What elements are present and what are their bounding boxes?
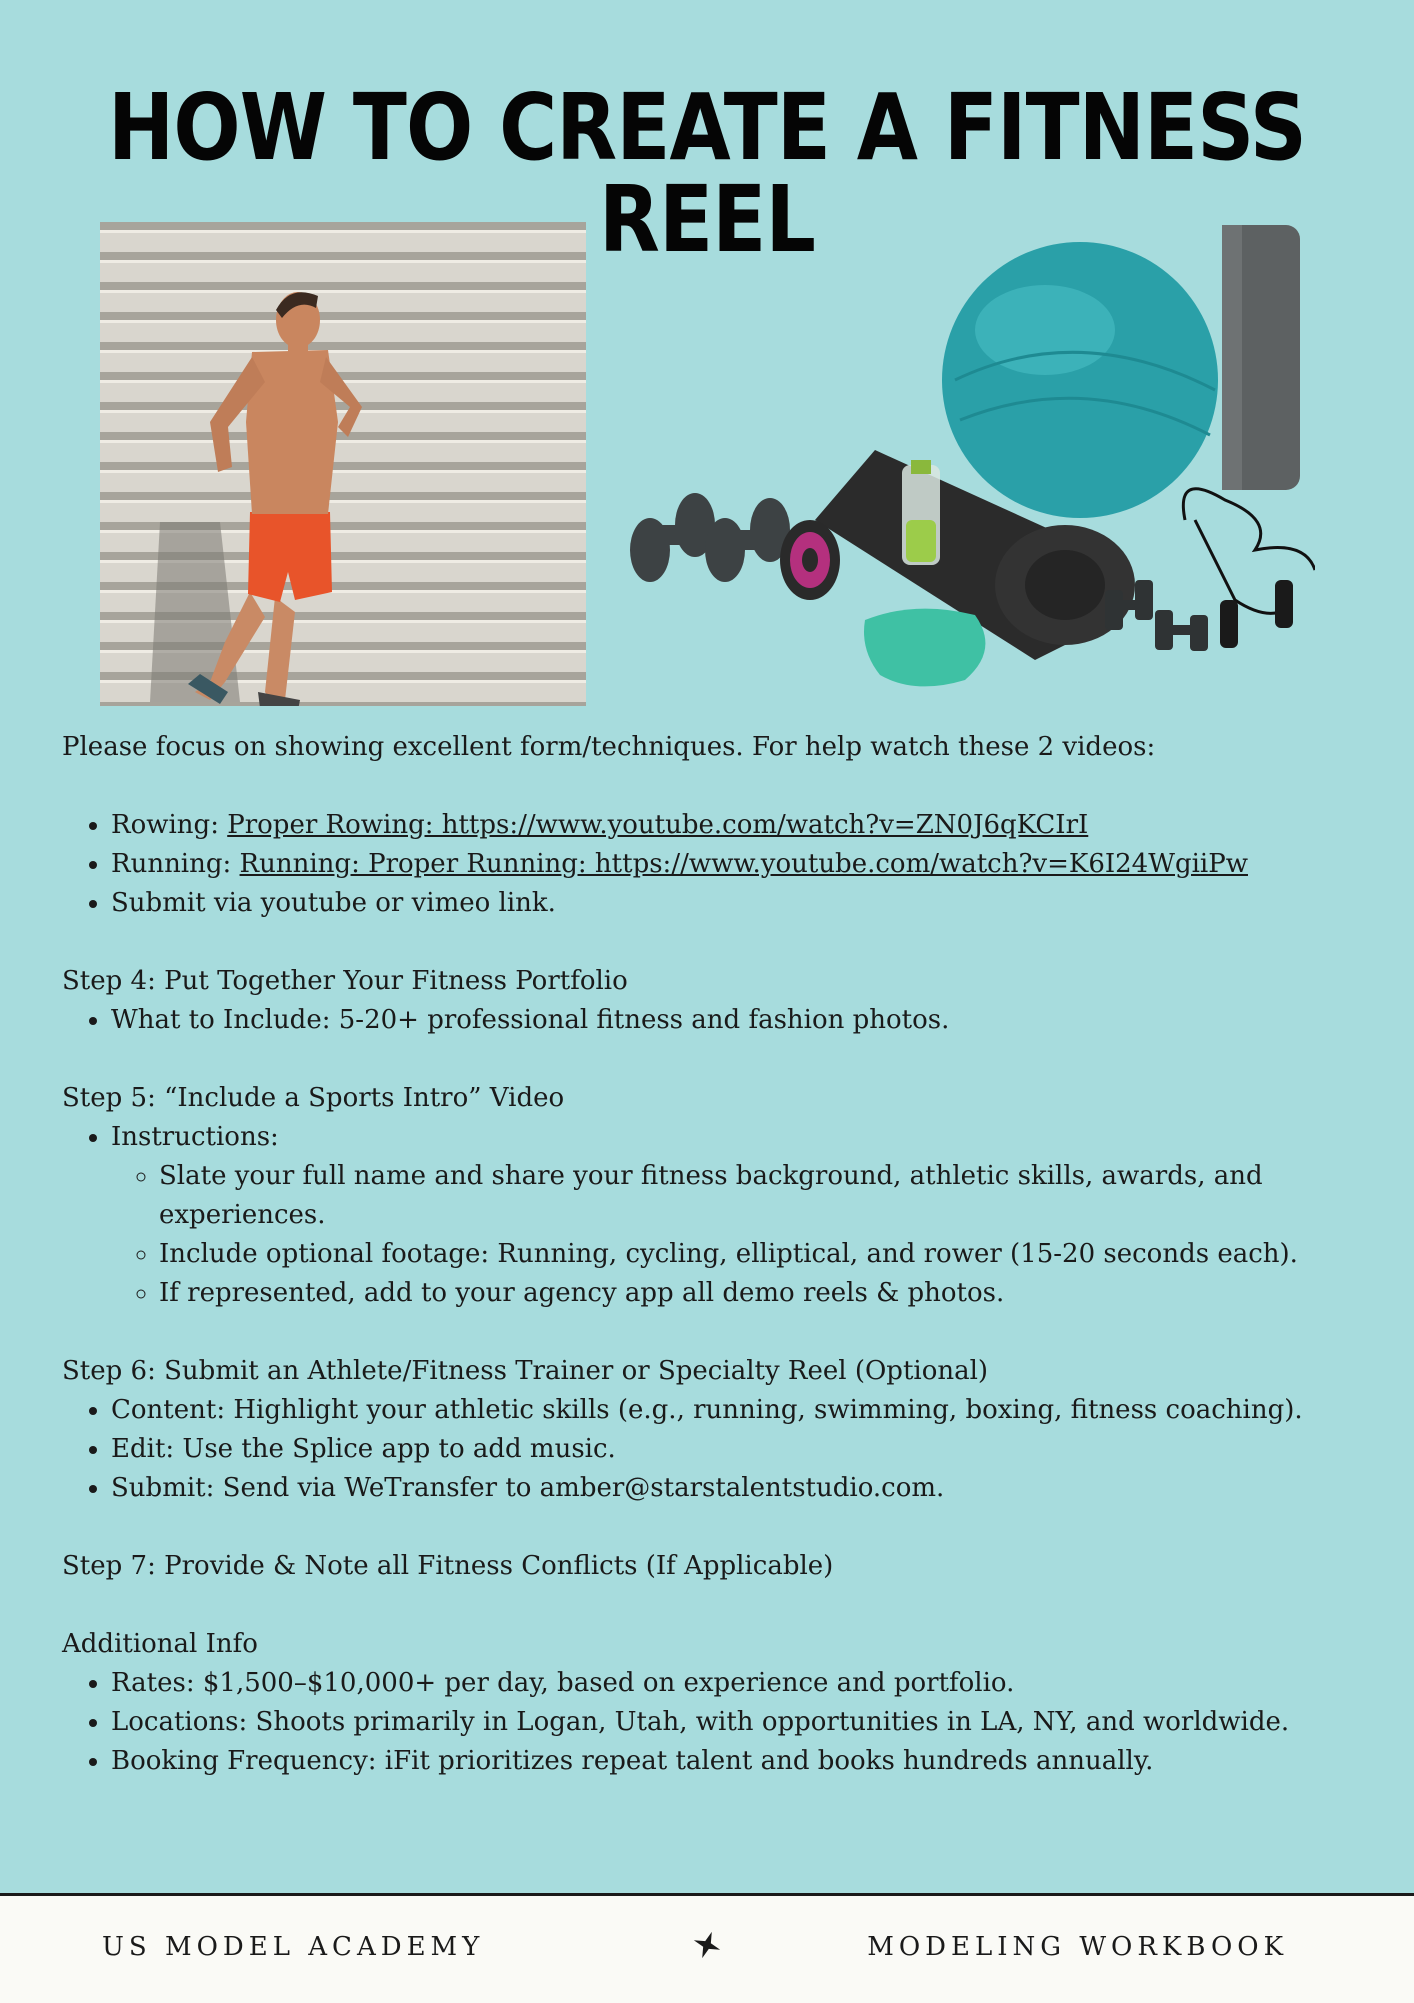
list-item: • Content: Highlight your athletic skills (e.g., running, swimming, boxing, fitness coaching). — [111, 1391, 1362, 1430]
additional-info-list — [62, 1664, 1362, 1781]
video-list — [62, 806, 1362, 923]
step5-sublist — [111, 1157, 1362, 1313]
footer-brand: US MODEL ACADEMY — [102, 1932, 485, 1962]
page-title: HOW TO CREATE A FITNESS REEL — [108, 74, 1306, 273]
four-point-star-icon — [690, 1928, 724, 1962]
page-footer — [0, 1893, 1414, 2003]
step5-list — [62, 1118, 1362, 1313]
step5-heading: Step 5: “Include a Sports Intro” Video — [62, 1083, 565, 1113]
step6-list — [62, 1391, 1362, 1508]
intro-text: Please focus on showing excellent form/techniques. For help watch these 2 videos: — [62, 732, 1156, 762]
step7-heading: Step 7: Provide & Note all Fitness Conflicts (If Applicable) — [62, 1551, 834, 1581]
list-item: • Submit via youtube or vimeo link. — [111, 884, 1362, 923]
list-item: • Submit: Send via WeTransfer to amber@starstalentstudio.com. — [111, 1469, 1362, 1508]
additional-info-heading: Additional Info — [62, 1629, 258, 1659]
rowing-video-link[interactable]: Proper Rowing: https://www.youtube.com/watch?v=ZN0J6qKCIrI — [227, 810, 1089, 840]
running-video-link[interactable]: Running: Proper Running: https://www.youtube.com/watch?v=K6I24WgiiPw — [239, 849, 1248, 879]
sub-list-item: ◦ If represented, add to your agency app all demo reels & photos. — [159, 1274, 1362, 1313]
step4-heading: Step 4: Put Together Your Fitness Portfolio — [62, 966, 628, 996]
step6-heading: Step 6: Submit an Athlete/Fitness Trainer or Specialty Reel (Optional) — [62, 1356, 989, 1386]
list-item: • Edit: Use the Splice app to add music. — [111, 1430, 1362, 1469]
document-body — [62, 728, 1362, 1781]
video-label-rowing: Rowing: — [111, 810, 228, 840]
list-item: • Locations: Shoots primarily in Logan, Utah, with opportunities in LA, NY, and worldwide. — [111, 1703, 1362, 1742]
sub-list-item: ◦ Slate your full name and share your fitness background, athletic skills, awards, and experiences. — [159, 1157, 1362, 1235]
instructions-label: Instructions: — [111, 1122, 279, 1152]
video-label-running: Running: — [111, 849, 240, 879]
list-item: • Rates: $1,500–$10,000+ per day, based on experience and portfolio. — [111, 1664, 1362, 1703]
list-item: • Booking Frequency: iFit prioritizes repeat talent and books hundreds annually. — [111, 1742, 1362, 1781]
footer-workbook-label: MODELING WORKBOOK — [867, 1932, 1288, 1962]
step4-list — [62, 1001, 1362, 1040]
sub-list-item: ◦ Include optional footage: Running, cycling, elliptical, and rower (15-20 seconds each). — [159, 1235, 1362, 1274]
runner-photo — [100, 222, 586, 706]
list-item: • What to Include: 5-20+ professional fitness and fashion photos. — [111, 1001, 1362, 1040]
list-item — [111, 806, 1362, 845]
list-item — [111, 1118, 1362, 1313]
list-item — [111, 845, 1362, 884]
fitness-equipment-photo — [615, 220, 1315, 700]
